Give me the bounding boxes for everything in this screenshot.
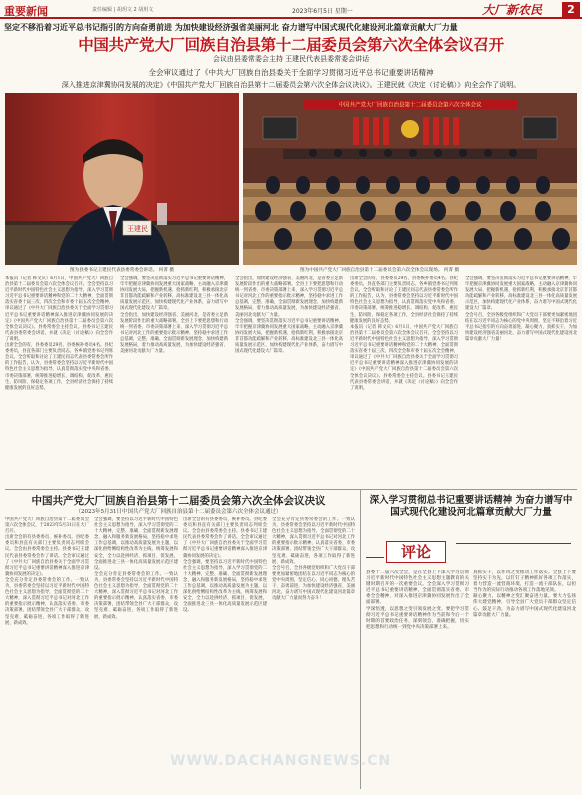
commentary-column-2	[473, 570, 576, 792]
lead-paragraph-5: 全会指出，加快建设经济强省、美丽河北，是省委立足新发展阶段作出的重大战略部署。全县上下要把思想和行动统一到省委、市委决策部署上来，深入学习贯彻习近平总书记对河北工作的重要指示批示精神，坚持稳中求进工作总基调，完整、准确、全面贯彻新发展理念，加快构建新发展格局，着力推动高质量发展，为加快建设经济强省、美丽河北贡献大厂力量。	[235, 276, 343, 318]
lead-deck-line-2: 深入推进京津冀协同发展的决定》《中国共产党大厂回族自治县第十二届委员会第六次全体会议决议》。王建民就《决定（讨论稿）》向全会作了说明。	[61, 81, 521, 89]
editors-line: 责任编辑 | 胡玥文 2 胡玥文	[92, 7, 154, 13]
lead-paragraph-8: 本报讯（记者 韩文庆）6月1日，中国共产党大厂回族自治县第十二届委员会第六次全体会议召开。全会坚持以习近平新时代中国特色社会主义思想为指导，深入学习贯彻习近平总书记重要讲话精神和党的二十大精神，全面贯彻落实省委十届三次、四次全会和市委十届五次全会精神，审议通过了《中共大厂回族自治县委关于全面学习贯彻习近平总书记重要讲话精神深入推进京津冀协同发展的决定》《中国共产党大厂回族自治县第十二届委员会第六次全体会议决议》。县委常委会主持会议。县委书记王建民代表县委常委会讲话，并就《决定（讨论稿）》向全会作了说明。	[350, 324, 458, 391]
issue-date: 2023年6月5日 星期一	[292, 8, 353, 15]
column-divider	[360, 489, 361, 789]
section-title: 重要新闻	[4, 5, 48, 18]
resolution-paragraph-3: 全会充分肯定县委常委会的工作。一致认为，县委常委会坚持以习近平新时代中国特色社会主义思想为指导，全面贯彻党的二十大精神，深入贯彻习近平总书记对河北工作的重要指示批示精神，认真落实省委、市委决策部署，团结带领全县广大干部群众，攻坚克难、砥砺奋进，各项工作取得了新进展、新成效。	[5, 577, 89, 626]
resolution-paragraph-4: 全会强调，要坚持以习近平新时代中国特色社会主义思想为指导，深入学习贯彻党的二十大精神，完整、准确、全面贯彻新发展理念，融入和服务新发展格局，坚持稳中求进工作总基调，以推动高质量发展为主题，以深化供给侧结构性改革为主线，统筹发展和安全，全力以赴拼经济、抓项目、促发展，全面推进北三县一体化高质量发展示范区建设。	[94, 517, 178, 571]
resolution-paragraph-1: 中国共产党大厂回族自治县第十二届委员会第六次全体会议，于2023年5月31日在大厂召开。	[5, 517, 89, 535]
resolution-paragraph-2: 出席全会的有县委委员、候补委员。县纪委委员和县直有关部门主要负责同志列席会议。全会由县委常委会主持。县委书记王建民代表县委常委会作了讲话。全会审议通过了《中共大厂回族自治县委关于全面学习贯彻习近平总书记重要讲话精神深入推进京津冀协同发展的决定》。	[5, 535, 89, 577]
resolution-column-2	[94, 517, 178, 792]
lead-column-2	[120, 276, 228, 484]
lead-deck-line-1: 全会审议通过了《中共大厂回族自治县委关于全面学习贯彻习近平总书记重要讲话精神	[148, 68, 434, 77]
meeting-hall-photo	[243, 93, 577, 265]
commentary-paragraph-2: 学深悟透，以思想之变引领发展之变。要把学习贯彻习近平总书记重要讲话精神作为当前和今后一个时期的首要政治任务，深刻领会、准确把握，切实把思想和行动统一到党中央决策部署上来。	[366, 606, 469, 630]
resolution-paragraph-7: 全会强调，要坚持以习近平新时代中国特色社会主义思想为指导，深入学习贯彻党的二十大精神，完整、准确、全面贯彻新发展理念，融入和服务新发展格局，坚持稳中求进工作总基调，以推动高质量发展为主题，以深化供给侧结构性改革为主线，统筹发展和安全，全力以赴拼经济、抓项目、促发展，全面推进北三县一体化高质量发展示范区建设。	[183, 559, 267, 614]
badge-rule-right	[456, 543, 571, 545]
commentary-title: 深入学习贯彻总书记重要讲话精神 为奋力谱写中国式现代化建设河北篇章贡献大厂力量	[369, 495, 573, 518]
lead-article-body	[5, 276, 577, 484]
lead-headline: 中国共产党大厂回族自治县第十二届委员会第六次全体会议召开	[78, 36, 504, 54]
meeting-photo-caption: 图为中国共产党大厂回族自治县第十二届委员会第六次全体会议现场。 何菁 摄	[300, 268, 460, 273]
resolution-paragraph-6: 出席全会的有县委委员、候补委员。县纪委委员和县直有关部门主要负责同志列席会议。全会由县委常委会主持。县委书记王建民代表县委常委会作了讲话。全会审议通过了《中共大厂回族自治县委关于全面学习贯彻习近平总书记重要讲话精神深入推进京津冀协同发展的决定》。	[183, 517, 267, 559]
resolution-subtitle: （2023年5月31日中国共产党大厂回族自治县第十二届委员会第六次全体会议通过）	[75, 509, 282, 515]
meeting-banner-text: 中国共产党大厂回族自治县第十二届委员会第六次全体会议	[338, 102, 482, 109]
page-header	[0, 0, 582, 19]
resolution-title: 中国共产党大厂回族自治县第十二届委员会第六次全体会议决议	[31, 495, 326, 507]
resolution-body	[5, 517, 355, 792]
speaker-photo-caption: 图为县委书记王建民代表县委常委会讲话。 何菁 摄	[70, 268, 174, 273]
resolution-paragraph-9: 全会号召，全县各级党组织和广大党员干部要更加紧密地团结在以习近平同志为核心的党中央周围，坚定信心、同心同德，埋头苦干、奋勇前进，为加快建设经济强省、美丽河北，奋力谱写中国式现代化建设河北篇章贡献大厂力量而努力奋斗！	[272, 565, 355, 602]
lead-paragraph-6: 全会强调，要坚决贯彻落实习近平总书记重要讲话精神，牢牢把握京津冀协同发展重大国家战略，主动融入京津冀协同发展大局，把握新机遇、抢抓新红利，积极承接北京非首都功能疏解和产业转移，高标准建设北三县一体化高质量发展示范区，加快构建现代化产业体系，奋力谱写中国式现代化建设大厂篇章。	[235, 318, 343, 355]
lead-kicker: 坚定不移沿着习近平总书记指引的方向奋勇前进 为加快建设经济强省美丽河北 奋力谱写中国式现代化建设河北篇章贡献大厂力量	[4, 23, 458, 32]
lead-paragraph-1: 本报讯（记者 韩文庆）6月1日，中国共产党大厂回族自治县第十二届委员会第六次全体会议召开。全会坚持以习近平新时代中国特色社会主义思想为指导，深入学习贯彻习近平总书记重要讲话精神和党的二十大精神，全面贯彻落实省委十届三次、四次全会和市委十届五次全会精神，审议通过了《中共大厂回族自治县委关于全面学习贯彻习近平总书记重要讲话精神深入推进京津冀协同发展的决定》《中国共产党大厂回族自治县第十二届委员会第六次全体会议决议》。县委常委会主持会议。县委书记王建民代表县委常委会讲话，并就《决定（讨论稿）》向全会作了说明。	[5, 276, 113, 342]
commentary-badge-area	[366, 535, 576, 575]
newspaper-masthead: 大厂新农民	[482, 3, 543, 17]
commentary-badge: 评论	[386, 541, 446, 563]
speaker-photo	[5, 93, 239, 265]
lead-subhead: 会议由县委常委会主持 王建民代表县委常委会讲话	[212, 55, 370, 63]
lead-paragraph-3: 全会强调，要坚决贯彻落实习近平总书记重要讲话精神，牢牢把握京津冀协同发展重大国家战略，主动融入京津冀协同发展大局，把握新机遇、抢抓新红利，积极承接北京非首都功能疏解和产业转移，高标准建设北三县一体化高质量发展示范区，加快构建现代化产业体系，奋力谱写中国式现代化建设大厂篇章。	[120, 276, 228, 312]
lead-column-4	[350, 276, 458, 484]
resolution-paragraph-8: 全会充分肯定县委常委会的工作。一致认为，县委常委会坚持以习近平新时代中国特色社会主义思想为指导，全面贯彻党的二十大精神，深入贯彻习近平总书记对河北工作的重要指示批示精神，认真落实省委、市委决策部署，团结带领全县广大干部群众，攻坚克难、砥砺奋进，各项工作取得了新进展、新成效。	[272, 517, 355, 565]
resolution-column-3	[183, 517, 267, 792]
commentary-paragraph-4: 凝心聚力，以精神之变汇聚奋进力量。要大力弘扬伟大建党精神，引导全县广大党员干部群众坚定信心、鼓足干劲，为奋力谱写中国式现代化建设河北篇章贡献大厂力量。	[473, 594, 576, 618]
lead-paragraph-4: 全会指出，加快建设经济强省、美丽河北，是省委立足新发展阶段作出的重大战略部署。全县上下要把思想和行动统一到省委、市委决策部署上来，深入学习贯彻习近平总书记对河北工作的重要指示批示精神，坚持稳中求进工作总基调，完整、准确、全面贯彻新发展理念，加快构建新发展格局，着力推动高质量发展，为加快建设经济强省、美丽河北贡献大厂力量。	[120, 312, 228, 355]
lead-paragraph-10: 全会号召，全县各级党组织和广大党员干部要更加紧密地团结在以习近平同志为核心的党中央周围，坚定不移沿着习近平总书记指引的方向奋勇前进，凝心聚力、真抓实干，为加快建设经济强省美丽河北、奋力谱写中国式现代化建设河北篇章贡献大厂力量！	[465, 312, 577, 342]
section-divider	[5, 489, 577, 490]
badge-rule-left	[366, 557, 384, 559]
resolution-column-4	[272, 517, 355, 792]
lead-paragraph-7: 出席全会的有，县委委员29名，县委候补委员4名。县纪委委员，县直各部门主要负责同志，各乡镇党委书记列席会议。全会听取和讨论了王建民同志代表县委常委会所作的工作报告，认为，县委常委会坚持以习近平新时代中国特色社会主义思想为指导，认真贯彻落实党中央和省委、市委决策部署，统筹推进稳增长、调结构、促改革、惠民生、防风险、保稳定各项工作，全县经济社会保持了持续健康发展的良好态势。	[350, 276, 458, 324]
lead-column-3	[235, 276, 343, 484]
lead-paragraph-9: 全会强调，要坚决贯彻落实习近平总书记重要讲话精神，牢牢把握京津冀协同发展重大国家战略，主动融入京津冀协同发展大局，把握新机遇、抢抓新红利，积极承接北京非首都功能疏解和产业转移，高标准建设北三县一体化高质量发展示范区，加快构建现代化产业体系，奋力谱写中国式现代化建设大厂篇章。	[465, 276, 577, 312]
site-watermark: WWW.DACHANGNEWS.CN	[170, 753, 392, 769]
nameplate-text: 王建民	[127, 225, 148, 233]
commentary-body	[366, 570, 576, 792]
commentary-paragraph-3: 真抓实干，以作风之变推动工作落实。全县上下要坚持实干为先，以钉钉子精神抓好各项工作落实，着力营造一流营商环境，打造一流干部队伍，以担当作为的实际行动推动各项工作落地见效。	[473, 570, 576, 594]
lead-column-1	[5, 276, 113, 484]
commentary-paragraph-1: 县委十二届六次全会，是在全县上下深入学习贯彻习近平新时代中国特色社会主义思想主题教育的关键时期召开的一次重要会议。全会深入学习贯彻习近平总书记重要讲话精神，全面贯彻落实省委、市委全会精神，对深入推进京津冀协同发展作出了全面部署。	[366, 570, 469, 606]
resolution-paragraph-5: 全会充分肯定县委常委会的工作。一致认为，县委常委会坚持以习近平新时代中国特色社会主义思想为指导，全面贯彻党的二十大精神，深入贯彻习近平总书记对河北工作的重要指示批示精神，认真落实省委、市委决策部署，团结带领全县广大干部群众，攻坚克难、砥砺奋进，各项工作取得了新进展、新成效。	[94, 571, 178, 620]
resolution-column-1	[5, 517, 89, 792]
lead-paragraph-2: 出席全会的有，县委委员29名，县委候补委员4名。县纪委委员，县直各部门主要负责同志，各乡镇党委书记列席会议。全会听取和讨论了王建民同志代表县委常委会所作的工作报告，认为，县委常委会坚持以习近平新时代中国特色社会主义思想为指导，认真贯彻落实党中央和省委、市委决策部署，统筹推进稳增长、调结构、促改革、惠民生、防风险、保稳定各项工作，全县经济社会保持了持续健康发展的良好态势。	[5, 343, 113, 391]
page-number: 2	[562, 2, 580, 17]
lead-column-5	[465, 276, 577, 484]
